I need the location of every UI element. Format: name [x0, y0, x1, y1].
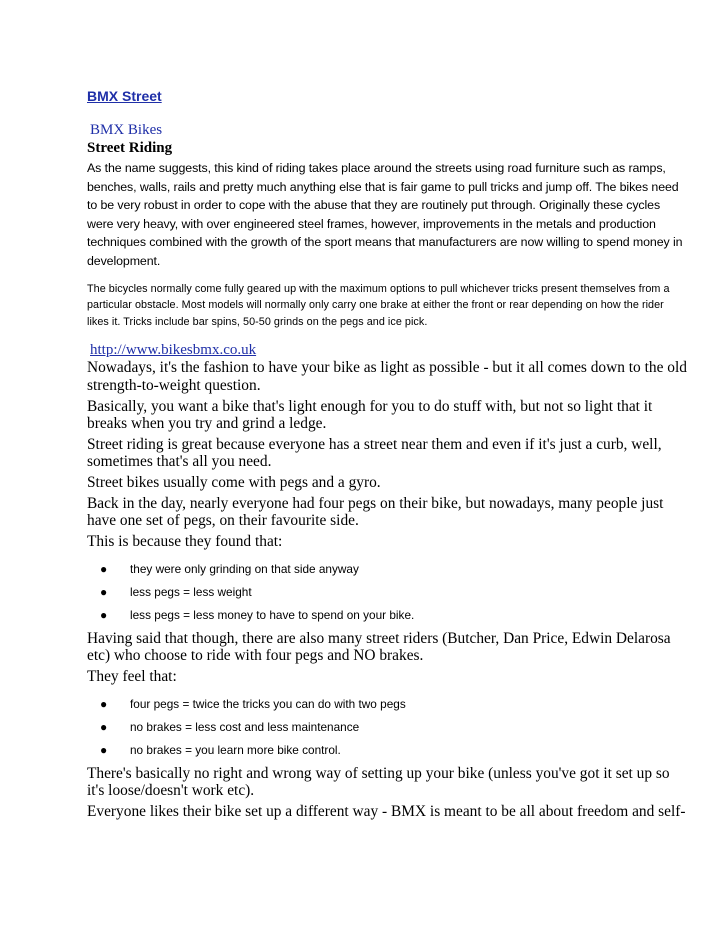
paragraph: Everyone likes their bike set up a different way - BMX is meant to be all about freedom and self- — [87, 803, 686, 821]
paragraph: They feel that: — [87, 667, 177, 685]
bullet-icon: ● — [100, 607, 108, 622]
list-item: ● four pegs = twice the tricks you can do with two pegs — [87, 693, 687, 716]
document-title-link[interactable]: BMX Street — [87, 88, 162, 104]
bullet-icon: ● — [100, 720, 108, 735]
list-item: ● less pegs = less money to have to spend on your bike. — [87, 604, 687, 627]
list-item: ● less pegs = less weight — [87, 581, 687, 604]
bullet-list-feelings — [87, 693, 687, 761]
list-item: ● no brakes = less cost and less maintenance — [87, 716, 687, 739]
bullet-icon: ● — [100, 585, 108, 600]
paragraph: This is because they found that: — [87, 532, 283, 550]
document-page — [87, 88, 687, 824]
list-item: ● no brakes = you learn more bike control. — [87, 739, 687, 762]
paragraph: Having said that though, there are also many street riders (Butcher, Dan Price, Edwin Delarosa etc) who choose to ride with four pegs and NO brakes. — [87, 629, 671, 665]
intro-paragraph: As the name suggests, this kind of riding takes place around the streets using road furniture such as ramps, benches, walls, rails and pretty much anything else that is fair game to pull tricks and jump off. The bikes need to be very robust in order to cope with the abuse that they are routinely put through. Originally these cycles were very heavy, with over engineered steel frames, however, improvements in the metals and production techniques combined with the growth of the sport means that manufacturers are now willing to spend money in development. — [87, 161, 683, 268]
paragraph: Nowadays, it's the fashion to have your bike as light as possible - but it all comes down to the old strength-to-weight question. — [87, 359, 687, 394]
bmx-bikes-link[interactable]: BMX Bikes — [90, 122, 163, 138]
paragraph: Back in the day, nearly everyone had four pegs on their bike, but nowadays, many people just have one set of pegs, on their favourite side. — [87, 494, 664, 530]
paragraph: Basically, you want a bike that's light enough for you to do stuff with, but not so light that it breaks when you try and grind a ledge. — [87, 397, 653, 433]
bullet-icon: ● — [100, 697, 108, 712]
bullet-icon: ● — [100, 562, 108, 577]
source-url-link[interactable]: http://www.bikesbmx.co.uk — [90, 342, 257, 359]
paragraph: There's basically no right and wrong way of setting up your bike (unless you've got it set up so it's loose/doesn't work etc). — [87, 764, 670, 800]
bicycles-paragraph: The bicycles normally come fully geared up with the maximum options to pull whichever tricks present themselves from a particular obstacle. Most models will normally only carry one brake at either the front or rear depending on how the rider likes it. Tricks include bar spins, 50-50 grinds on the pegs and ice pick. — [87, 282, 670, 328]
paragraph: Street riding is great because everyone has a street near them and even if it's just a curb, well, sometimes that's all you need. — [87, 435, 662, 471]
section-heading: Street Riding — [87, 140, 173, 156]
list-item: ● they were only grinding on that side anyway — [87, 558, 687, 581]
bullet-icon: ● — [100, 743, 108, 758]
paragraph: Street bikes usually come with pegs and a gyro. — [87, 473, 381, 491]
bullet-list-reasons — [87, 558, 687, 626]
